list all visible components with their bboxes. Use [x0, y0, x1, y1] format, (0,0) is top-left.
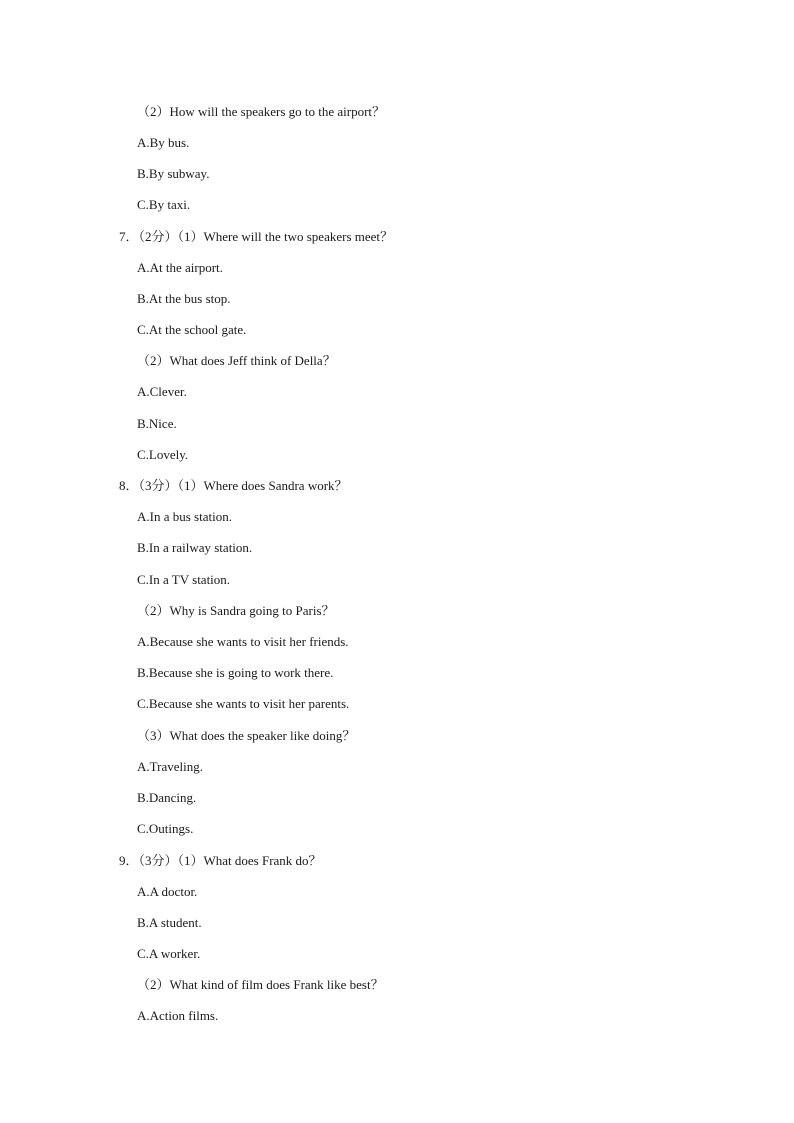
q7-1-option-a: A.At the airport. [137, 260, 223, 275]
q9-1-option-b: B.A student. [137, 915, 202, 930]
question-9-part-2: （2）What kind of film does Frank like best？ [137, 977, 384, 992]
q8-1-option-a: A.In a bus station. [137, 509, 232, 524]
q8-3-option-b: B.Dancing. [137, 790, 197, 805]
question-8-part-2: （2）Why is Sandra going to Paris？ [137, 603, 335, 618]
q8-2-option-c: C.Because she wants to visit her parents. [137, 696, 350, 711]
q7-2-option-b: B.Nice. [137, 416, 177, 431]
q6-2-option-a: A.By bus. [137, 135, 190, 150]
q9-1-option-a: A.A doctor. [137, 884, 198, 899]
q7-1-option-c: C.At the school gate. [137, 322, 247, 337]
q8-3-option-c: C.Outings. [137, 821, 194, 836]
question-8-part-1: 8．（3分）（1）Where does Sandra work？ [119, 478, 348, 493]
q8-1-option-c: C.In a TV station. [137, 572, 231, 587]
q6-2-option-b: B.By subway. [137, 166, 210, 181]
q6-2-option-c: C.By taxi. [137, 197, 191, 212]
q9-1-option-c: C.A worker. [137, 946, 201, 961]
q9-2-option-a: A.Action films. [137, 1008, 219, 1023]
q7-2-option-c: C.Lovely. [137, 447, 189, 462]
q8-1-option-b: B.In a railway station. [137, 540, 253, 555]
question-9-part-1: 9．（3分）（1）What does Frank do？ [119, 853, 322, 868]
q7-1-option-b: B.At the bus stop. [137, 291, 231, 306]
q8-2-option-a: A.Because she wants to visit her friends. [137, 634, 349, 649]
q7-2-option-a: A.Clever. [137, 384, 187, 399]
question-7-part-2: （2）What does Jeff think of Della？ [137, 353, 336, 368]
question-7-part-1: 7．（2分）（1）Where will the two speakers meet？ [119, 229, 394, 244]
q8-3-option-a: A.Traveling. [137, 759, 203, 774]
question-6-part-2: （2）How will the speakers go to the airport？ [137, 104, 386, 119]
question-8-part-3: （3）What does the speaker like doing？ [137, 728, 356, 743]
q8-2-option-b: B.Because she is going to work there. [137, 665, 334, 680]
